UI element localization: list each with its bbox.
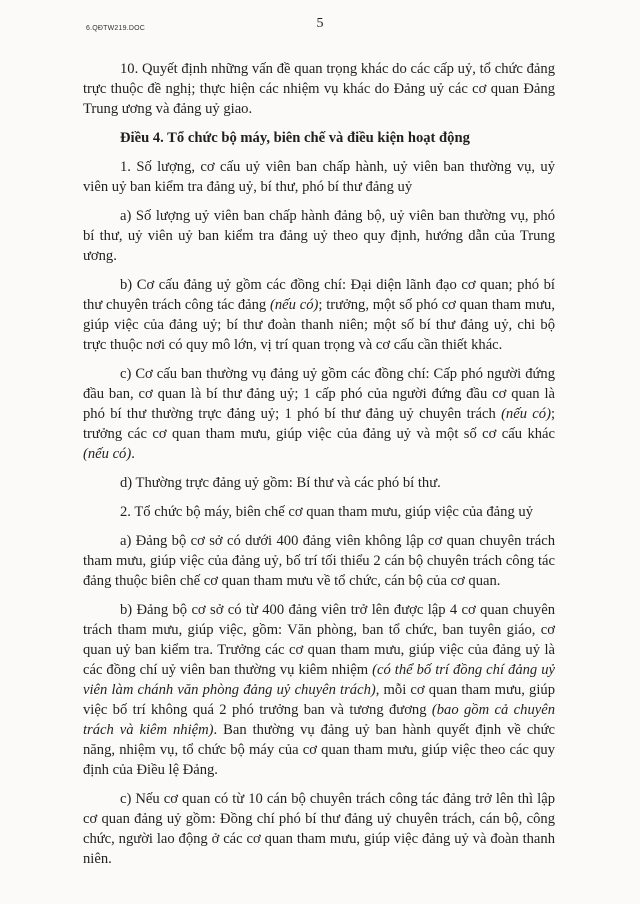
paragraph-1d: d) Thường trực đảng uỷ gồm: Bí thư và các phó bí thư. [120,475,441,491]
paragraph-2b-part3: . Ban thường vụ đảng uỷ ban hành quyết định về chức năng, nhiệm vụ, tổ chức bộ máy của cơ quan tham mưu, giúp việc theo các quy định của Điều lệ Đảng. [83,722,555,778]
paragraph-2c: c) Nếu cơ quan có từ 10 cán bộ chuyên trách công tác đảng trở lên thì lập cơ quan đảng uỷ gồm: Đồng chí phó bí thư đảng uỷ chuyên trách, cán bộ, công chức, người lao động ở các cơ quan tham mưu, giúp việc đảng uỷ và đoàn thanh niên. [83,791,555,867]
paragraph-2b-part2: , mỗi cơ quan tham mưu, giúp việc bố trí không quá 2 phó trưởng ban và tương đương [83,682,555,718]
paragraph-section-2: 2. Tổ chức bộ máy, biên chế cơ quan tham mưu, giúp việc của đảng uỷ [120,504,533,520]
document-code: 6.QĐTW219.DOC [86,25,145,32]
paragraph-1c-part1: c) Cơ cấu ban thường vụ đảng uỷ gồm các đồng chí: Cấp phó người đứng đầu ban, cơ quan là bí thư đảng uỷ; 1 cấp phó của người đứng đầu cơ quan là phó bí thư thường trực đảng uỷ; 1 phó bí thư đảng uỷ chuyên trách [83,366,555,422]
paragraph-1c-italic-1: (nếu có) [501,406,551,422]
paragraph-2b-italic-1: (có thể bố trí đồng chí đảng uỷ viên làm chánh văn phòng đảng uỷ chuyên trách) [83,662,555,698]
article-4-heading: Điều 4. Tổ chức bộ máy, biên chế và điều kiện hoạt động [120,130,470,146]
document-body [83,59,555,878]
paragraph-1b [83,275,555,355]
paragraph-clause-10: 10. Quyết định những vấn đề quan trọng khác do các cấp uỷ, tổ chức đảng trực thuộc đề nghị; thực hiện các nhiệm vụ khác do Đảng uỷ các cơ quan Đảng Trung ương và đảng uỷ giao. [83,61,555,117]
paragraph-1c [83,364,555,464]
paragraph-1c-part3: . [131,446,135,462]
paragraph-1a: a) Số lượng uỷ viên ban chấp hành đảng bộ, uỷ viên ban thường vụ, phó bí thư, uỷ viên uỷ ban kiểm tra đảng uỷ theo quy định, hướng dẫn của Trung ương. [83,208,555,264]
page-number: 5 [316,16,324,31]
paragraph-2b-part1: b) Đảng bộ cơ sở có từ 400 đảng viên trở lên được lập 4 cơ quan chuyên trách tham mưu, giúp việc, gồm: Văn phòng, ban tổ chức, ban tuyên giáo, cơ quan uỷ ban kiểm tra. Trưởng các cơ quan tham mưu, giúp việc của đảng uỷ là các đồng chí uỷ viên ban thường vụ kiêm nhiệm [83,602,555,678]
paragraph-2b [83,600,555,780]
paragraph-1b-italic: (nếu có) [270,297,319,313]
paragraph-section-1: 1. Số lượng, cơ cấu uỷ viên ban chấp hành, uỷ viên ban thường vụ, uỷ viên uỷ ban kiểm tra đảng uỷ, bí thư, phó bí thư đảng uỷ [83,159,555,195]
paragraph-1c-italic-2: (nếu có) [83,446,132,462]
paragraph-1b-part2: ; trưởng, một số phó cơ quan tham mưu, giúp việc của đảng uỷ; bí thư đoàn thanh niên; một số bí thư đảng uỷ, chi bộ trực thuộc nơi có quy mô lớn, vị trí quan trọng và cơ cấu cần thiết khác. [83,297,555,353]
paragraph-1c-part2: ; trưởng các cơ quan tham mưu, giúp việc của đảng uỷ và một số cơ cấu khác [83,406,555,442]
paragraph-1b-part1: b) Cơ cấu đảng uỷ gồm các đồng chí: Đại diện lãnh đạo cơ quan; phó bí thư chuyên trách công tác đảng [83,277,555,313]
paragraph-2b-italic-2: (bao gồm cả chuyên trách và kiêm nhiệm) [83,702,555,738]
paragraph-2a: a) Đảng bộ cơ sở có dưới 400 đảng viên không lập cơ quan chuyên trách tham mưu, giúp việc của đảng uỷ, bố trí tối thiểu 2 cán bộ chuyên trách công tác đảng thuộc biên chế cơ quan tham mưu về tổ chức, cán bộ của cơ quan. [83,533,555,589]
